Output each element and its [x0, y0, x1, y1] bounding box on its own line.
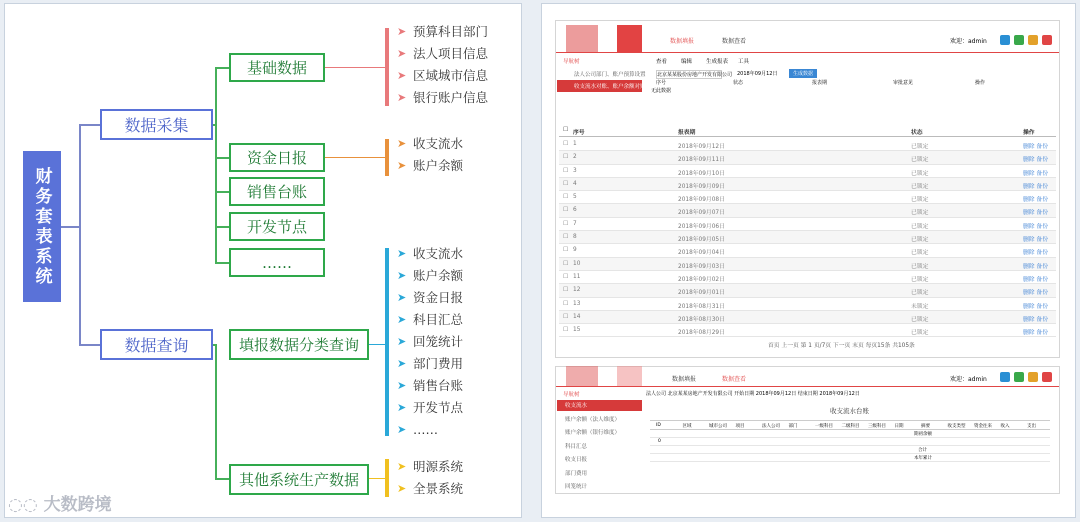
- list-query-items: [397, 243, 463, 441]
- sub-col: 操作: [975, 80, 986, 86]
- list-item: [397, 265, 463, 287]
- empty-note: 无此数据: [651, 88, 672, 94]
- grid-icon[interactable]: [1014, 35, 1024, 45]
- list-item-label: 资金日报: [413, 290, 464, 305]
- row-status: 已锁定: [911, 263, 929, 270]
- tab-data-view[interactable]: 数据查看: [722, 376, 747, 383]
- play-icon[interactable]: [1000, 35, 1010, 45]
- node-dev-milestone: 开发节点: [229, 212, 325, 241]
- row-checkbox[interactable]: ☐: [563, 313, 569, 320]
- connector: [79, 124, 81, 345]
- col-actions: 操作: [1023, 130, 1035, 136]
- list-item: [397, 243, 463, 265]
- row-date: 2018年09月08日: [678, 197, 725, 204]
- query-filters[interactable]: 法人公司 北京某某房地产开发有限公司 开始日期 2018年09月12日 结束日期 2018年09月12日: [646, 391, 860, 397]
- row-checkbox[interactable]: ☐: [563, 180, 569, 187]
- row-date: 2018年09月04日: [678, 250, 725, 257]
- list-item: [397, 133, 463, 155]
- row-no: 14: [573, 313, 581, 320]
- row-actions[interactable]: 删除 备份: [1023, 170, 1049, 177]
- chevron-right-icon: ➤: [397, 482, 407, 495]
- row-date: 2018年08月31日: [678, 303, 725, 310]
- nav-item[interactable]: 账户余额（银行维度）: [565, 430, 621, 436]
- row-date: 2018年09月02日: [678, 276, 725, 283]
- row-checkbox[interactable]: ☐: [563, 207, 569, 214]
- row-date: 2018年09月09日: [678, 183, 725, 190]
- list-item-label: 开发节点: [413, 400, 464, 415]
- row-status: 已锁定: [911, 170, 929, 177]
- node-fill-query: 填报数据分类查询: [229, 329, 369, 360]
- nav-item[interactable]: 收支流水对账、账户余额对账: [574, 84, 646, 90]
- sub-col: 报表期: [812, 80, 828, 86]
- row-no: 3: [573, 167, 577, 174]
- row-status: 未锁定: [911, 303, 929, 310]
- ledger-col: 区域: [682, 424, 692, 429]
- list-item: [397, 155, 463, 177]
- chevron-right-icon: ➤: [397, 313, 407, 326]
- toolbar-tools[interactable]: 工具: [738, 59, 750, 65]
- row-checkbox[interactable]: ☐: [563, 273, 569, 280]
- bracket-bar: [385, 248, 389, 436]
- connector: [215, 344, 217, 479]
- col-date: 报表期: [678, 130, 696, 136]
- connector: [79, 124, 100, 126]
- play-icon[interactable]: [1000, 372, 1010, 382]
- row-no: 10: [573, 260, 581, 267]
- table-row[interactable]: [559, 165, 1056, 178]
- header-divider: [556, 386, 1059, 387]
- list-item-label: 账户余额: [413, 158, 464, 173]
- list-item: [397, 65, 488, 87]
- table-row[interactable]: [559, 284, 1056, 297]
- chevron-right-icon: ➤: [397, 159, 407, 172]
- row-date: 2018年09月10日: [678, 170, 725, 177]
- row-checkbox[interactable]: ☐: [563, 167, 569, 174]
- list-item: [397, 87, 488, 109]
- row-actions[interactable]: 删除 备份: [1023, 237, 1049, 244]
- row-no: 5: [573, 194, 577, 201]
- row-no: 2: [573, 154, 577, 161]
- chevron-right-icon: ➤: [397, 460, 407, 473]
- power-icon[interactable]: [1042, 35, 1052, 45]
- row-date: 2018年09月11日: [678, 157, 725, 164]
- list-item: [397, 309, 463, 331]
- connector: [215, 157, 229, 159]
- ledger-col: 项目: [735, 424, 745, 429]
- logo-icon: ◌◌: [8, 495, 38, 515]
- toolbar-view[interactable]: 查看: [656, 59, 668, 65]
- row-no: 7: [573, 220, 577, 227]
- row-date: 2018年09月07日: [678, 210, 725, 217]
- ledger-col: 支出: [1027, 424, 1036, 429]
- row-no: 13: [573, 300, 581, 307]
- row-date: 2018年09月12日: [678, 144, 725, 150]
- row-checkbox[interactable]: ☐: [563, 300, 569, 307]
- node-more: ……: [229, 248, 325, 277]
- row-actions[interactable]: 删除 备份: [1023, 276, 1049, 283]
- list-item-label: 部门费用: [413, 356, 464, 371]
- chevron-right-icon: ➤: [397, 269, 407, 282]
- ledger-col: 三级科目: [868, 424, 886, 429]
- row-actions[interactable]: 删除 备份: [1023, 316, 1049, 323]
- row-date: 2018年08月30日: [678, 316, 725, 323]
- row-status: 已锁定: [911, 223, 929, 230]
- node-fund-daily: 资金日报: [229, 143, 325, 172]
- chevron-right-icon: ➤: [397, 69, 407, 82]
- row-no: 12: [573, 287, 581, 294]
- list-item-label: 区域城市信息: [413, 68, 489, 83]
- chevron-right-icon: ➤: [397, 401, 407, 414]
- connector: [369, 478, 385, 479]
- connector: [215, 67, 217, 263]
- row-no: 4: [573, 180, 577, 187]
- chevron-right-icon: ➤: [397, 423, 407, 436]
- list-item-label: 收支流水: [413, 246, 464, 261]
- row-status: 已锁定: [911, 183, 929, 190]
- list-item: [397, 331, 463, 353]
- row-date: 2018年08月29日: [678, 330, 725, 337]
- list-item: [397, 21, 488, 43]
- row-actions[interactable]: 删除 备份: [1023, 263, 1049, 270]
- row-date: 2018年09月03日: [678, 263, 725, 270]
- toolbar-edit[interactable]: 编辑: [681, 59, 693, 65]
- ledger-col: 部门: [788, 424, 798, 429]
- row-date: 2018年09月06日: [678, 223, 725, 230]
- list-item-label: 销售台账: [413, 378, 464, 393]
- connector: [215, 478, 229, 480]
- list-item: [397, 478, 463, 500]
- select-all-checkbox[interactable]: ☐: [563, 127, 569, 133]
- connector: [215, 191, 229, 193]
- table-row[interactable]: [559, 298, 1056, 311]
- row-no: 8: [573, 234, 577, 241]
- row-no: 9: [573, 247, 577, 254]
- nav-item[interactable]: 收支日报: [565, 457, 588, 463]
- row-checkbox[interactable]: ☐: [563, 141, 569, 147]
- bracket-bar: [385, 28, 389, 106]
- cell-zero: 0: [658, 439, 661, 444]
- row-checkbox[interactable]: ☐: [563, 247, 569, 254]
- list-item: [397, 456, 463, 478]
- list-item: [397, 375, 463, 397]
- table-row[interactable]: [559, 191, 1056, 204]
- row-status: 已锁定: [911, 250, 929, 257]
- ledger-col: 一级科目: [815, 424, 833, 429]
- node-other-systems: 其他系统生产数据: [229, 464, 369, 495]
- table-header: [559, 124, 1056, 137]
- row-checkbox[interactable]: ☐: [563, 234, 569, 241]
- row-checkbox[interactable]: ☐: [563, 327, 569, 334]
- col-no: 序号: [573, 130, 585, 136]
- list-item-label: 回笼统计: [413, 334, 464, 349]
- cell-ytd: 本年累计: [914, 456, 932, 461]
- node-sales-ledger: 销售台账: [229, 177, 325, 206]
- row-actions[interactable]: 删除 备份: [1023, 210, 1049, 217]
- ledger-col: 摘要: [921, 424, 930, 429]
- list-fund-daily: [397, 133, 463, 177]
- ledger-col: 资金往来: [974, 424, 992, 429]
- table-row[interactable]: [559, 271, 1056, 284]
- blurred-logo: [617, 366, 642, 386]
- row-status: 已锁定: [911, 237, 929, 244]
- col-status: 状态: [911, 130, 923, 136]
- list-item-label: 明源系统: [413, 459, 464, 474]
- tab-data-view[interactable]: 数据查看: [722, 38, 747, 45]
- table-row[interactable]: [559, 178, 1056, 191]
- row-checkbox[interactable]: ☐: [563, 287, 569, 294]
- table-row[interactable]: [559, 138, 1056, 151]
- watermark-logo: [8, 490, 112, 515]
- row-status: 已锁定: [911, 144, 929, 150]
- row-no: 15: [573, 327, 581, 334]
- lock-icon[interactable]: [1028, 35, 1038, 45]
- table-row[interactable]: [559, 231, 1056, 244]
- connector: [215, 226, 229, 228]
- row-actions[interactable]: 删除 备份: [1023, 303, 1049, 310]
- list-item-label: 法人项目信息: [413, 46, 489, 61]
- row-checkbox[interactable]: ☐: [563, 220, 569, 227]
- list-item: [397, 397, 463, 419]
- row-date: 2018年09月05日: [678, 237, 725, 244]
- row-status: 已锁定: [911, 197, 929, 204]
- table-row[interactable]: [559, 258, 1056, 271]
- chevron-right-icon: ➤: [397, 335, 407, 348]
- filter-date[interactable]: 2018年09月12日: [737, 71, 778, 77]
- ledger-grid: [650, 430, 1050, 462]
- table-row[interactable]: [559, 218, 1056, 231]
- blurred-logo: [566, 366, 598, 386]
- chevron-right-icon: ➤: [397, 25, 407, 38]
- row-status: 已锁定: [911, 330, 929, 337]
- table-row[interactable]: [559, 151, 1056, 164]
- user-label: 欢迎：admin: [950, 38, 987, 45]
- ledger-header: [650, 420, 1050, 430]
- table-row[interactable]: [559, 311, 1056, 324]
- watermark-text: 大数跨境: [43, 495, 112, 515]
- row-no: 6: [573, 207, 577, 214]
- ledger-col: 收支类型: [947, 424, 966, 429]
- blurred-logo: [566, 25, 598, 52]
- cell-opening: 期初余额: [914, 432, 932, 437]
- connector: [369, 344, 385, 345]
- connector: [79, 344, 100, 346]
- ledger-col: ID: [656, 423, 661, 428]
- nav-item[interactable]: 回笼统计: [565, 484, 588, 490]
- ledger-title: 收支流水台账: [830, 407, 869, 415]
- list-item-label: 科目汇总: [413, 312, 464, 327]
- row-actions[interactable]: 删除 备份: [1023, 183, 1049, 190]
- filter-company[interactable]: 北京某某股份房地产开发有限公司: [657, 72, 733, 78]
- list-other-systems: [397, 456, 463, 500]
- connector: [325, 67, 385, 68]
- chevron-right-icon: ➤: [397, 47, 407, 60]
- row-status: 已锁定: [911, 276, 929, 283]
- connector: [325, 157, 385, 158]
- grid-icon[interactable]: [1014, 372, 1024, 382]
- nav-item[interactable]: 部门费用: [565, 470, 588, 477]
- sub-col: 审批意见: [893, 80, 914, 86]
- list-item-label: ……: [413, 422, 438, 437]
- list-item-label: 账户余额: [413, 268, 464, 283]
- node-basic-data: 基础数据: [229, 53, 325, 82]
- row-actions[interactable]: 删除 备份: [1023, 197, 1049, 204]
- table-row[interactable]: [559, 204, 1056, 217]
- header-divider: [556, 52, 1059, 53]
- chevron-right-icon: ➤: [397, 379, 407, 392]
- generate-button[interactable]: 生成数据: [789, 69, 817, 78]
- user-label: 欢迎：admin: [950, 376, 987, 383]
- root-node: 财务套表系统: [23, 151, 61, 302]
- node-data-query: 数据查询: [100, 329, 213, 360]
- bracket-bar: [385, 139, 389, 176]
- row-date: 2018年09月01日: [678, 290, 725, 297]
- row-checkbox[interactable]: ☐: [563, 154, 569, 161]
- tab-data-fill[interactable]: 数据填报: [672, 376, 697, 383]
- chevron-right-icon: ➤: [397, 357, 407, 370]
- list-item: [397, 353, 463, 375]
- list-item-label: 全景系统: [413, 481, 464, 496]
- row-checkbox[interactable]: ☐: [563, 194, 569, 201]
- row-actions[interactable]: 删除 备份: [1023, 144, 1049, 150]
- node-data-collect: 数据采集: [100, 109, 213, 140]
- ledger-col: 法人公司: [762, 424, 780, 429]
- list-item-label: 银行账户信息: [413, 90, 489, 105]
- power-icon[interactable]: [1042, 372, 1052, 382]
- row-status: 已锁定: [911, 316, 929, 323]
- row-actions[interactable]: 删除 备份: [1023, 157, 1049, 164]
- nav-item[interactable]: 法人公司部门、账户预算设置: [574, 72, 646, 78]
- chevron-right-icon: ➤: [397, 247, 407, 260]
- row-no: 11: [573, 273, 581, 280]
- cell-total: 合计: [918, 448, 927, 453]
- list-item: [397, 419, 463, 441]
- toolbar-report[interactable]: 生成报表: [706, 59, 729, 65]
- ledger-col: 城市公司: [709, 424, 727, 429]
- ledger-col: 收入: [1000, 424, 1010, 429]
- nav-title: 导航树: [563, 59, 580, 65]
- list-item-label: 预算科目部门: [413, 24, 489, 39]
- connector: [215, 67, 229, 69]
- connector: [215, 262, 229, 264]
- pagination[interactable]: 首页 上一页 第 1 页/7页 下一页 末页 每页15条 共105条: [768, 343, 915, 349]
- nav-item[interactable]: 账户余额（法人维度）: [565, 416, 621, 423]
- row-no: 1: [573, 141, 577, 147]
- tab-data-fill[interactable]: 数据填报: [670, 38, 695, 45]
- lock-icon[interactable]: [1028, 372, 1038, 382]
- table-row[interactable]: [559, 244, 1056, 257]
- row-actions[interactable]: 删除 备份: [1023, 250, 1049, 257]
- chevron-right-icon: ➤: [397, 91, 407, 104]
- list-item-label: 收支流水: [413, 136, 464, 151]
- chevron-right-icon: ➤: [397, 137, 407, 150]
- row-actions[interactable]: 删除 备份: [1023, 223, 1049, 230]
- blurred-logo: [617, 25, 642, 52]
- sub-col: 序号: [656, 80, 667, 86]
- connector: [61, 226, 79, 228]
- row-status: 已锁定: [911, 157, 929, 164]
- row-status: 已锁定: [911, 290, 929, 297]
- ledger-col: 二级科目: [841, 424, 860, 429]
- nav-title: 导航树: [563, 392, 580, 398]
- nav-item[interactable]: 科目汇总: [565, 443, 588, 450]
- list-item: [397, 43, 488, 65]
- list-basic-data: [397, 21, 488, 109]
- row-actions[interactable]: 删除 备份: [1023, 330, 1049, 337]
- sub-col: 状态: [733, 80, 744, 86]
- ledger-col: 日期: [894, 424, 904, 429]
- row-status: 已锁定: [911, 210, 929, 217]
- report-table: [559, 138, 1056, 337]
- chevron-right-icon: ➤: [397, 291, 407, 304]
- row-checkbox[interactable]: ☐: [563, 260, 569, 267]
- table-row[interactable]: [559, 324, 1056, 337]
- row-actions[interactable]: 删除 备份: [1023, 290, 1049, 297]
- list-item: [397, 287, 463, 309]
- bracket-bar: [385, 459, 389, 497]
- nav-item[interactable]: 收支流水: [565, 403, 588, 409]
